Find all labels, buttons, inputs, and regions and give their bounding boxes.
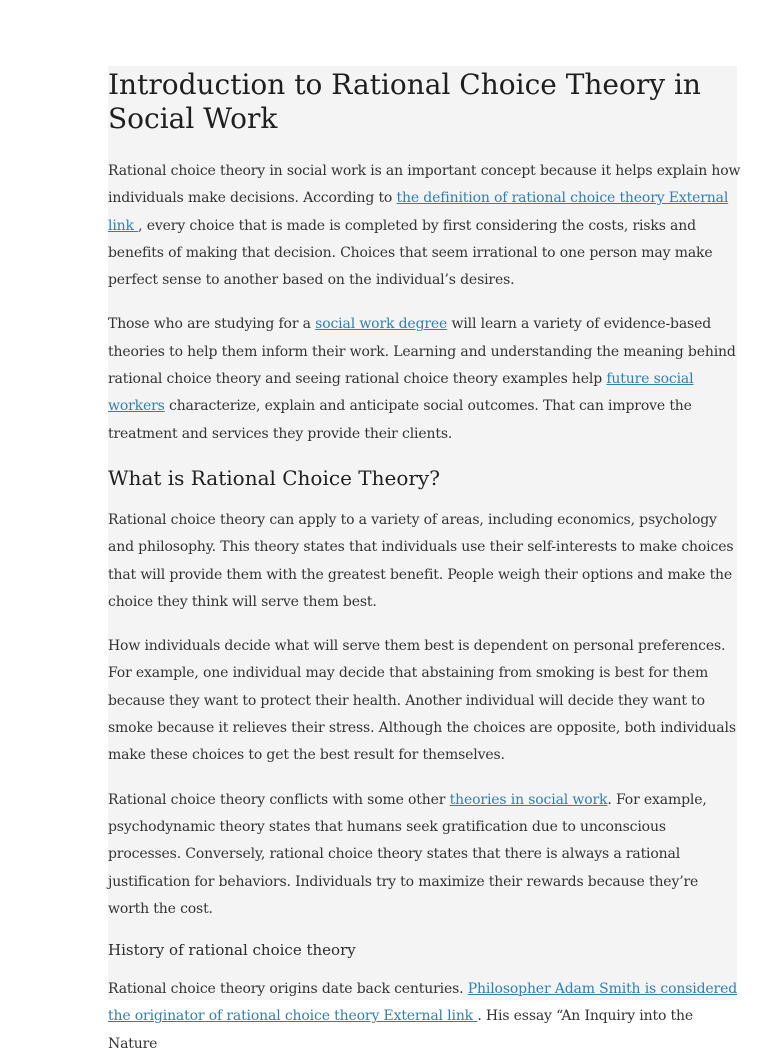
- section-heading-history: History of rational choice theory: [108, 941, 356, 960]
- degree-text-1: Those who are studying for a: [108, 316, 316, 333]
- intro-paragraph: [108, 158, 743, 294]
- theories-link[interactable]: theories in social work: [449, 791, 608, 808]
- intro-text-1: Rational choice theory in social work is an important concept because it helps explain how individuals make decisions. According to: [108, 163, 741, 207]
- social-work-degree-link[interactable]: social work degree: [315, 316, 448, 333]
- conflicts-paragraph: [108, 787, 743, 923]
- history-paragraph: [108, 976, 743, 1058]
- intro-text-2: , every choice that is made is completed by first considering the costs, risks and benefits of making that decision. Choices that seem irrational to one person may make perfect sense to another based on the individual’s desires.: [108, 217, 713, 289]
- degree-text-3: characterize, explain and anticipate social outcomes. That can improve the treatment and services they provide their clients.: [108, 398, 692, 442]
- definition-link[interactable]: the definition of rational choice theory External link: [108, 190, 729, 234]
- degree-paragraph: [108, 311, 743, 447]
- history-text-1: Rational choice theory origins date back centuries.: [108, 981, 468, 998]
- areas-paragraph: Rational choice theory can apply to a variety of areas, including economics, psychology and philosophy. This theory states that individuals use their self-interests to make choices that will provide them with the greatest benefit. People weigh their options and make the choice they think will serve them best.: [108, 511, 734, 610]
- history-text-2: . His essay “An Inquiry into the Nature: [108, 1008, 694, 1052]
- adam-smith-link[interactable]: Philosopher Adam Smith is considered the originator of rational choice theory External link: [108, 981, 738, 1025]
- preferences-paragraph: How individuals decide what will serve them best is dependent on personal preferences. For example, one individual may decide that abstaining from smoking is best for them because they want to protect their health. Another individual will decide they want to smoke because it relieves their stress. Although the choices are opposite, both individuals make these choices to get the best result for themselves.: [108, 638, 736, 764]
- article-title: Introduction to Rational Choice Theory in Social Work: [108, 68, 701, 135]
- future-social-workers-link[interactable]: future social workers: [108, 371, 694, 415]
- article-body: [108, 68, 743, 1058]
- conflicts-text-1: Rational choice theory conflicts with some other: [108, 791, 450, 808]
- article-container: [108, 66, 741, 1052]
- degree-text-2: will learn a variety of evidence-based theories to help them inform their work. Learning and understanding the meaning behind rational choice theory and seeing rational choice theory examples help: [108, 316, 736, 388]
- section-heading-what-is: What is Rational Choice Theory?: [108, 465, 440, 490]
- conflicts-text-2: . For example, psychodynamic theory states that humans seek gratification due to unconscious processes. Conversely, rational choice theory states that there is always a rational justification for behaviors. Individuals try to maximize their rewards because they’re worth the cost.: [108, 791, 707, 917]
